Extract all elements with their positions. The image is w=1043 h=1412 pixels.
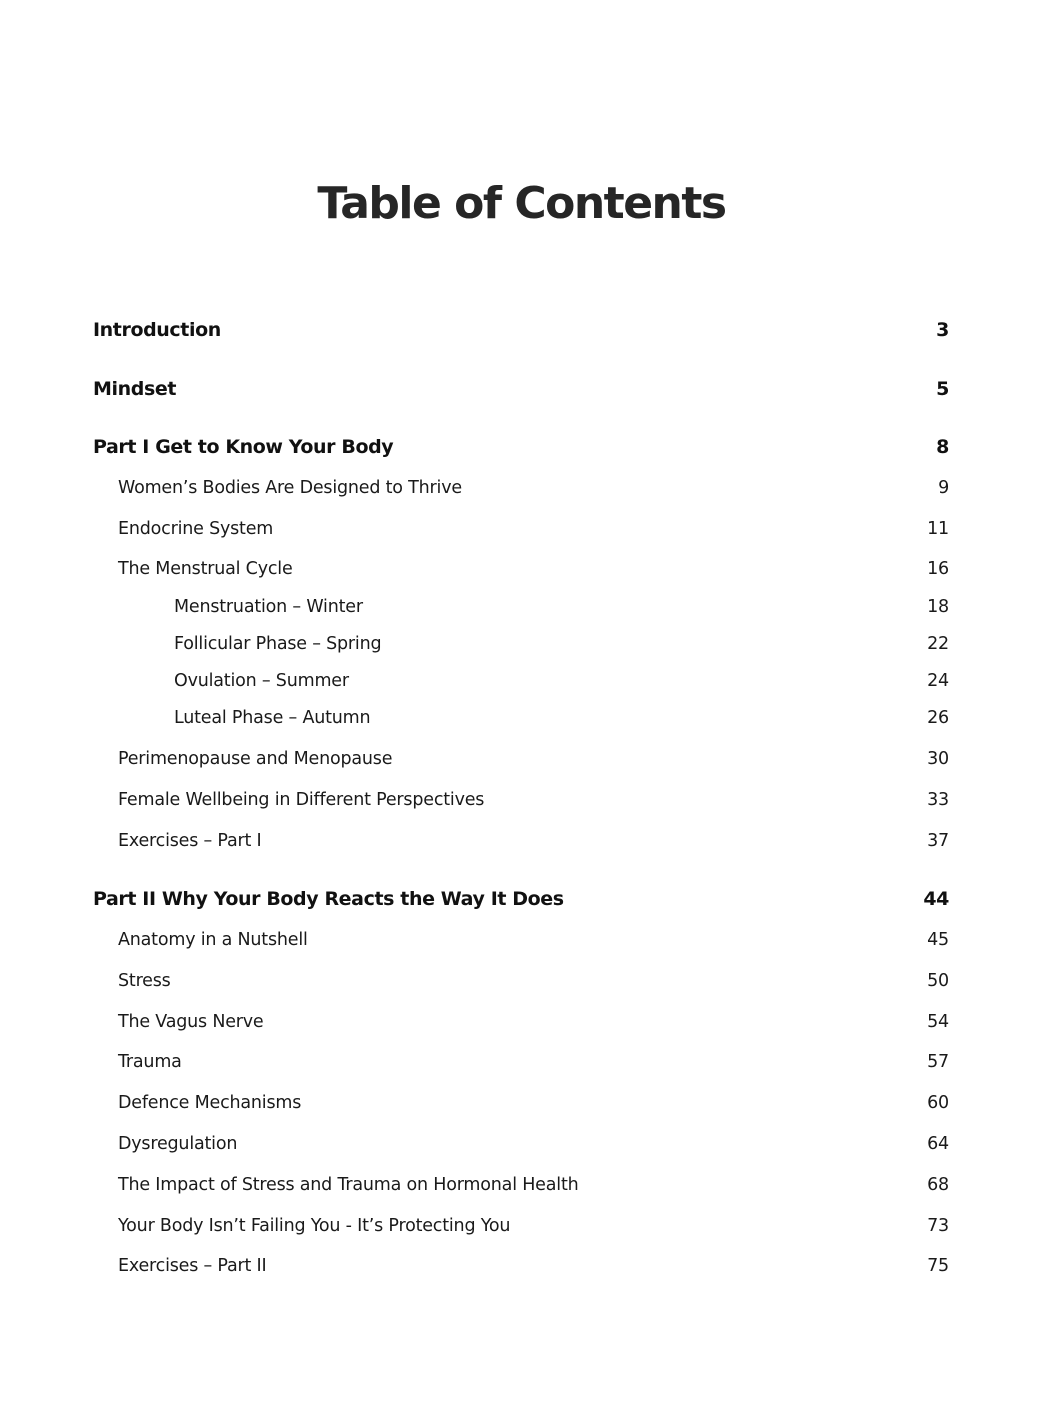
toc-entry-page-number: 30 <box>927 749 949 769</box>
toc-entry-page-number: 22 <box>927 634 949 654</box>
toc-entry-page-number: 50 <box>927 971 949 991</box>
toc-entry-page-number: 11 <box>927 519 949 539</box>
toc-entry-label: Dysregulation <box>118 1134 238 1154</box>
toc-entry-label: The Impact of Stress and Trauma on Hormonal Health <box>118 1175 579 1195</box>
toc-entry-menstrual-cycle[interactable] <box>0 556 1043 582</box>
toc-entry-perimenopause[interactable] <box>0 746 1043 772</box>
toc-entry-page-number: 5 <box>936 378 949 400</box>
toc-entry-endocrine-system[interactable] <box>0 516 1043 542</box>
toc-entry-page-number: 9 <box>938 478 949 498</box>
toc-entry-impact-of-stress[interactable] <box>0 1172 1043 1198</box>
toc-entry-page-number: 24 <box>927 671 949 691</box>
toc-entry-label: Follicular Phase – Spring <box>174 634 382 654</box>
toc-entry-label: Anatomy in a Nutshell <box>118 930 308 950</box>
toc-entry-label: Luteal Phase – Autumn <box>174 708 371 728</box>
toc-entry-exercises-part-2[interactable] <box>0 1253 1043 1279</box>
toc-entry-page-number: 16 <box>927 559 949 579</box>
toc-entry-label: Perimenopause and Menopause <box>118 749 393 769</box>
toc-entry-page-number: 18 <box>927 597 949 617</box>
toc-entry-label: The Vagus Nerve <box>118 1012 264 1032</box>
page-title: Table of Contents <box>317 178 726 229</box>
toc-entry-page-number: 33 <box>927 790 949 810</box>
toc-entry-label: Women’s Bodies Are Designed to Thrive <box>118 478 462 498</box>
toc-entry-womens-bodies[interactable] <box>0 475 1043 501</box>
toc-entry-label: Stress <box>118 971 171 991</box>
toc-entry-ovulation[interactable] <box>0 668 1043 694</box>
toc-entry-mindset[interactable] <box>0 376 1043 402</box>
toc-entry-anatomy[interactable] <box>0 927 1043 953</box>
toc-entry-label: Female Wellbeing in Different Perspectives <box>118 790 485 810</box>
toc-entry-label: Ovulation – Summer <box>174 671 349 691</box>
toc-entry-follicular-phase[interactable] <box>0 631 1043 657</box>
toc-entry-label: The Menstrual Cycle <box>118 559 293 579</box>
toc-entry-label: Trauma <box>118 1052 182 1072</box>
toc-entry-stress[interactable] <box>0 968 1043 994</box>
toc-entry-page-number: 73 <box>927 1216 949 1236</box>
toc-entry-label: Defence Mechanisms <box>118 1093 302 1113</box>
toc-entry-luteal-phase[interactable] <box>0 705 1043 731</box>
toc-entry-label: Your Body Isn’t Failing You - It’s Protecting You <box>118 1216 511 1236</box>
toc-entry-trauma[interactable] <box>0 1049 1043 1075</box>
toc-entry-page-number: 44 <box>923 888 949 910</box>
toc-entry-page-number: 75 <box>927 1256 949 1276</box>
toc-entry-label: Menstruation – Winter <box>174 597 363 617</box>
toc-entry-page-number: 68 <box>927 1175 949 1195</box>
toc-entry-introduction[interactable] <box>0 317 1043 343</box>
toc-entry-page-number: 8 <box>936 436 949 458</box>
toc-entry-label: Exercises – Part II <box>118 1256 267 1276</box>
toc-entry-label: Mindset <box>93 378 177 400</box>
toc-entry-defence-mechanisms[interactable] <box>0 1090 1043 1116</box>
toc-entry-part-1[interactable] <box>0 434 1043 460</box>
toc-entry-dysregulation[interactable] <box>0 1131 1043 1157</box>
toc-entry-vagus-nerve[interactable] <box>0 1009 1043 1035</box>
toc-entry-label: Part II Why Your Body Reacts the Way It Does <box>93 888 564 910</box>
toc-entry-page-number: 57 <box>927 1052 949 1072</box>
toc-entry-page-number: 37 <box>927 831 949 851</box>
toc-entry-female-wellbeing[interactable] <box>0 787 1043 813</box>
toc-entry-menstruation-winter[interactable] <box>0 594 1043 620</box>
toc-entry-label: Part I Get to Know Your Body <box>93 436 394 458</box>
toc-entry-exercises-part-1[interactable] <box>0 828 1043 854</box>
toc-entry-body-protecting[interactable] <box>0 1213 1043 1239</box>
toc-entry-page-number: 26 <box>927 708 949 728</box>
toc-entry-page-number: 3 <box>936 319 949 341</box>
toc-entry-page-number: 54 <box>927 1012 949 1032</box>
toc-entry-page-number: 45 <box>927 930 949 950</box>
toc-entry-page-number: 64 <box>927 1134 949 1154</box>
toc-entry-part-2[interactable] <box>0 886 1043 912</box>
toc-entry-label: Endocrine System <box>118 519 274 539</box>
toc-entry-label: Exercises – Part I <box>118 831 262 851</box>
toc-entry-label: Introduction <box>93 319 221 341</box>
toc-entry-page-number: 60 <box>927 1093 949 1113</box>
